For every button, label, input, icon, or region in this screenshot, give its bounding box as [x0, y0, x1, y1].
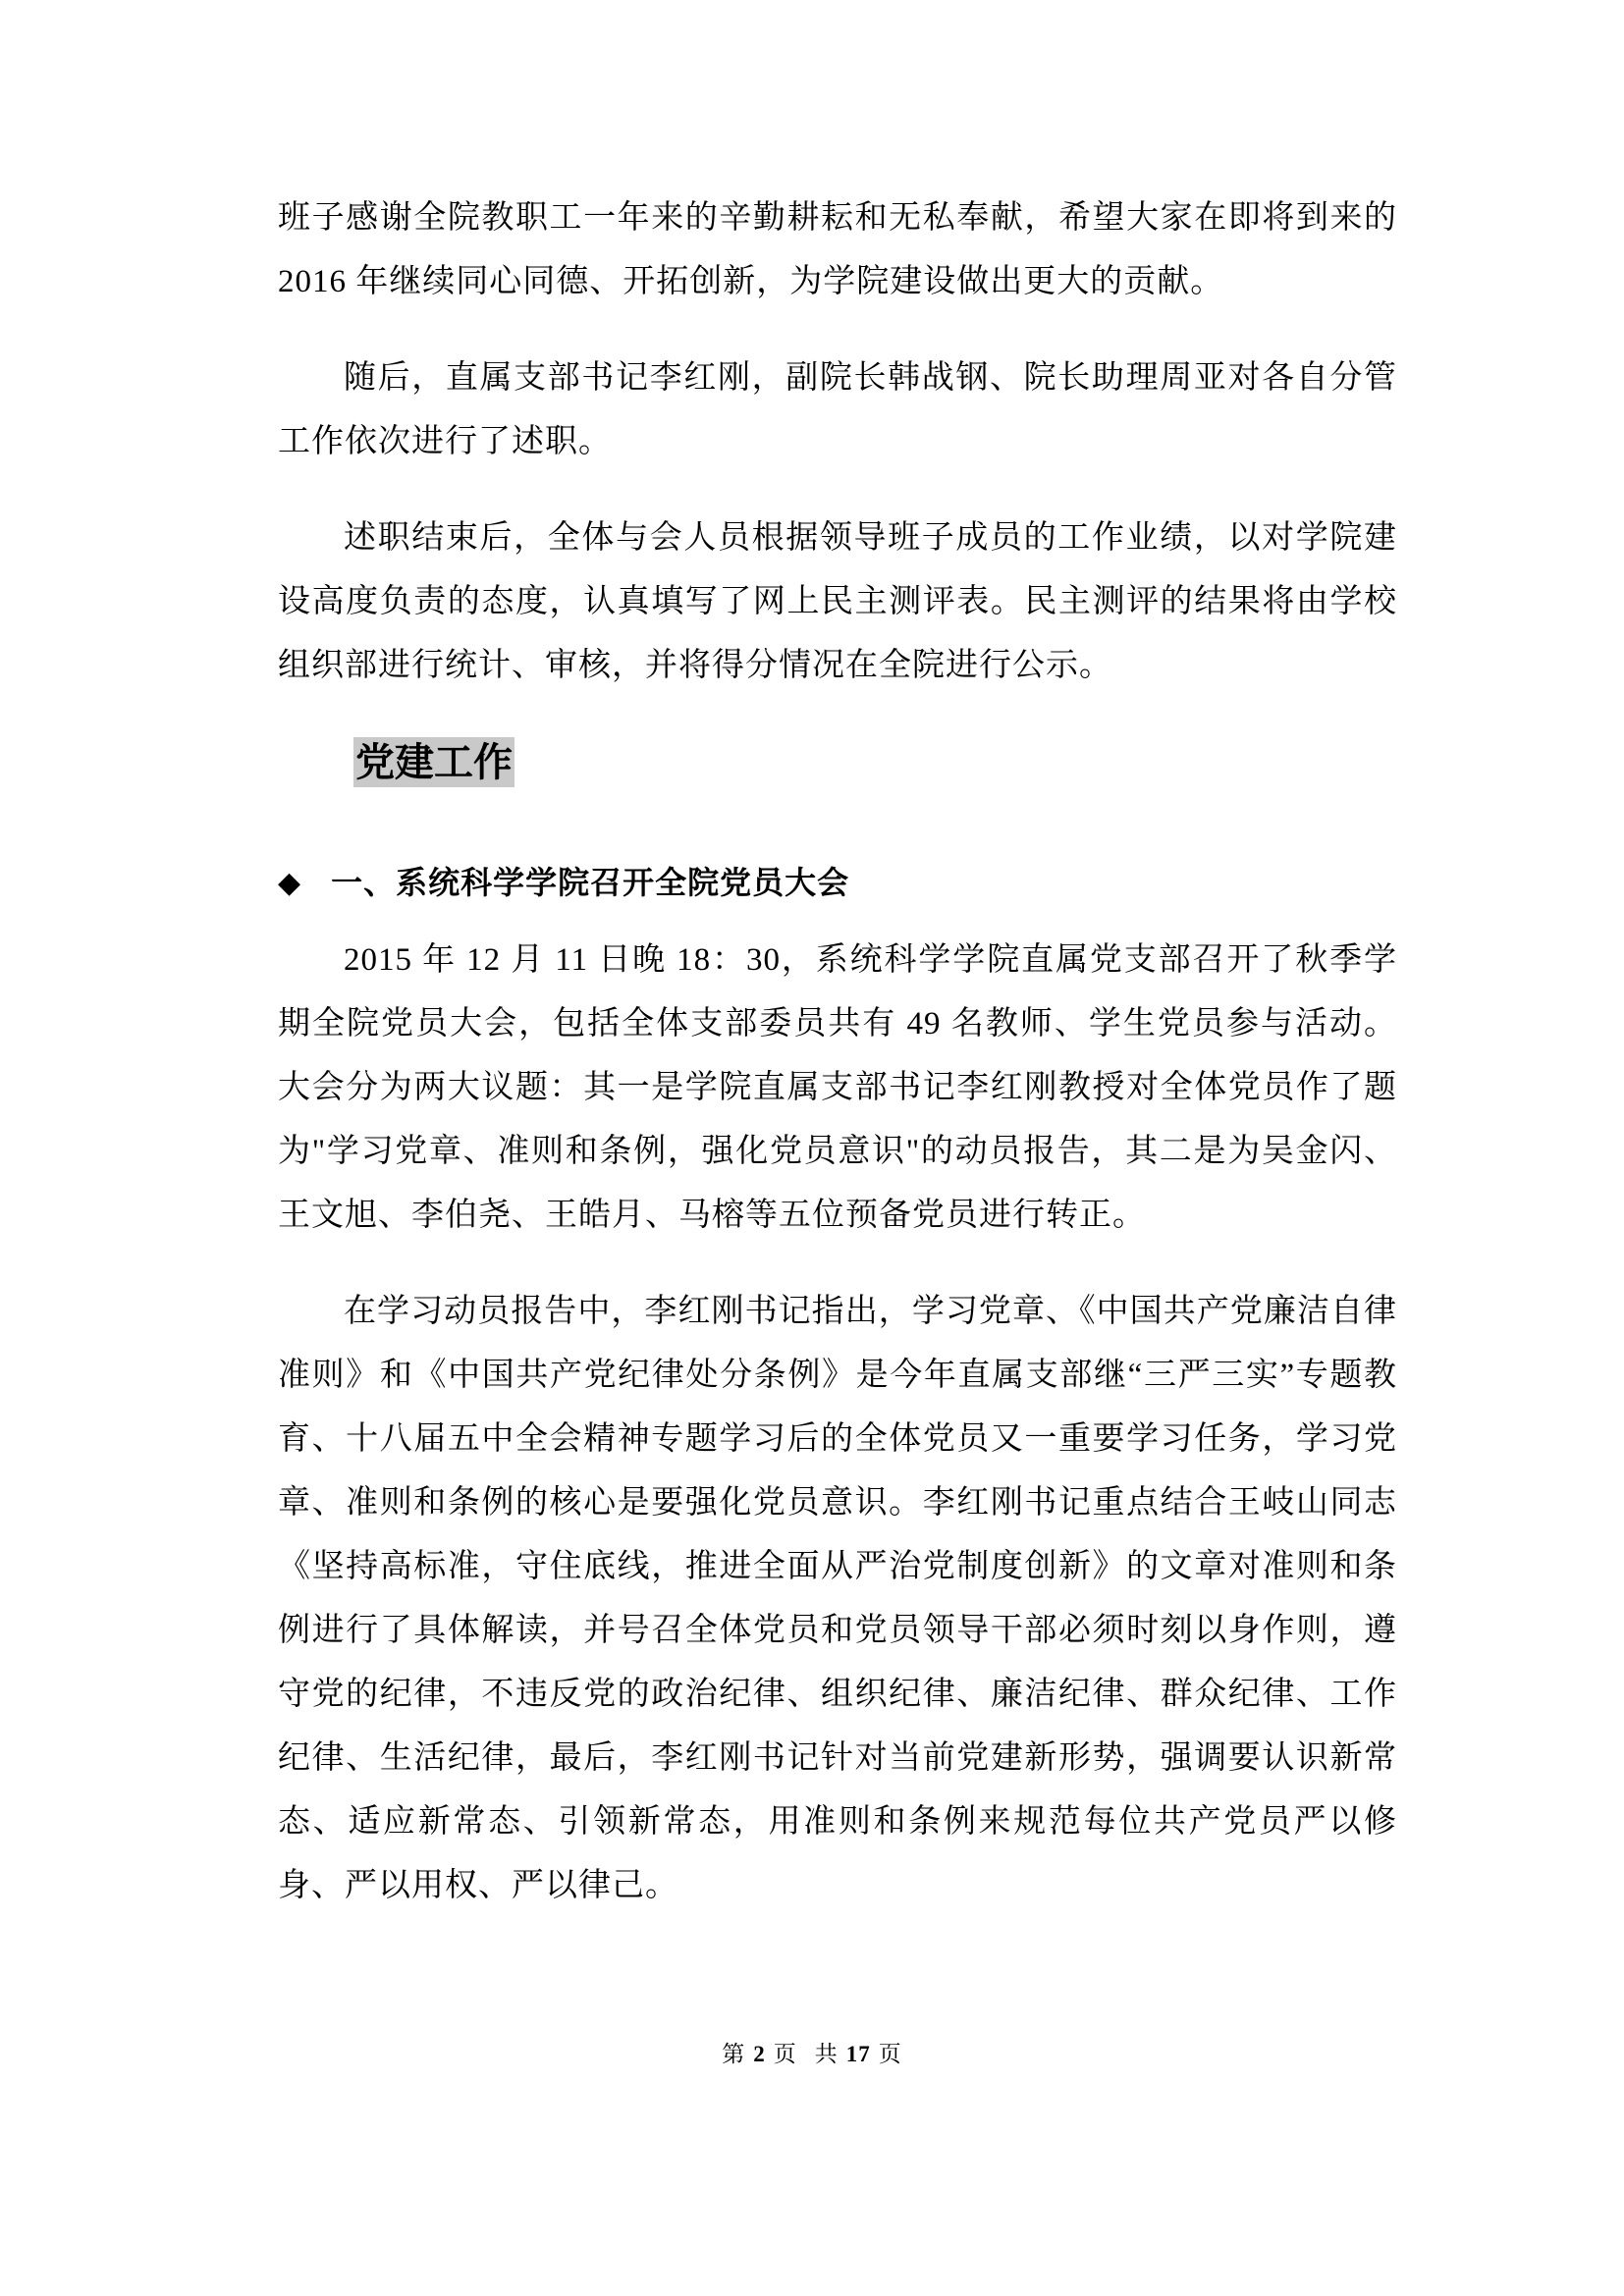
footer-page-label-prefix: 第: [722, 2042, 746, 2066]
page-footer: [0, 2040, 1624, 2069]
diamond-bullet-icon: ◆: [278, 867, 302, 899]
paragraph-study-mobilization-report: 在学习动员报告中，李红刚书记指出，学习党章、《中国共产党廉洁自律准则》和《中国共产党纪律处分条例》是今年直属支部继“三严三实”专题教育、十八届五中全会精神专题学习后的全体党员又一重要学习任务，学习党章、准则和条例的核心是要强化党员意识。李红刚书记重点结合王岐山同志《坚持高标准，守住底线，推进全面从严治党制度创新》的文章对准则和条例进行了具体解读，并号召全体党员和党员领导干部必须时刻以身作则，遵守党的纪律，不违反党的政治纪律、组织纪律、廉洁纪律、群众纪律、工作纪律、生活纪律，最后，李红刚书记针对当前党建新形势，强调要认识新常态、适应新常态、引领新常态，用准则和条例来规范每位共产党员严以修身、严以用权、严以律己。: [278, 1294, 1397, 1903]
paragraph-thanks-continuation: 班子感谢全院教职工一年来的辛勤耕耘和无私奉献，希望大家在即将到来的 2016 年继续同心同德、开拓创新，为学院建设做出更大的贡献。: [278, 200, 1397, 299]
paragraph-democratic-evaluation: 述职结束后，全体与会人员根据领导班子成员的工作业绩，以对学院建设高度负责的态度，认真填写了网上民主测评表。民主测评的结果将由学校组织部进行统计、审核，并将得分情况在全院进行公示。: [278, 520, 1397, 683]
footer-total-label-prefix: 共: [814, 2042, 839, 2066]
document-body: [278, 187, 1397, 1950]
section-heading-text: 一、系统科学学院召开全院党员大会: [331, 865, 850, 900]
paragraph-leaders-reports: 随后，直属支部书记李红刚，副院长韩战钢、院长助理周亚对各自分管工作依次进行了述职。: [278, 360, 1397, 459]
footer-page-label-suffix: 页: [773, 2042, 797, 2066]
chapter-heading-party-building: [278, 730, 1397, 794]
footer-total-pages-number: 17: [845, 2042, 871, 2066]
paragraph-meeting-agenda: 2015 年 12 月 11 日晚 18：30，系统科学学院直属党支部召开了秋季学期全院党员大会，包括全体支部委员共有 49 名教师、学生党员参与活动。大会分为两大议题：其一是学院直属支部书记李红刚教授对全体党员作了题为"学习党章、准则和条例，强化党员意识"的动员报告，其二是为吴金闪、王文旭、李伯尧、王皓月、马榕等五位预备党员进行转正。: [278, 942, 1397, 1233]
footer-current-page-number: 2: [753, 2042, 766, 2066]
footer-total-label-suffix: 页: [878, 2042, 902, 2066]
section-heading-party-meeting: [278, 851, 1397, 915]
highlighted-heading-text: 党建工作: [353, 737, 514, 787]
